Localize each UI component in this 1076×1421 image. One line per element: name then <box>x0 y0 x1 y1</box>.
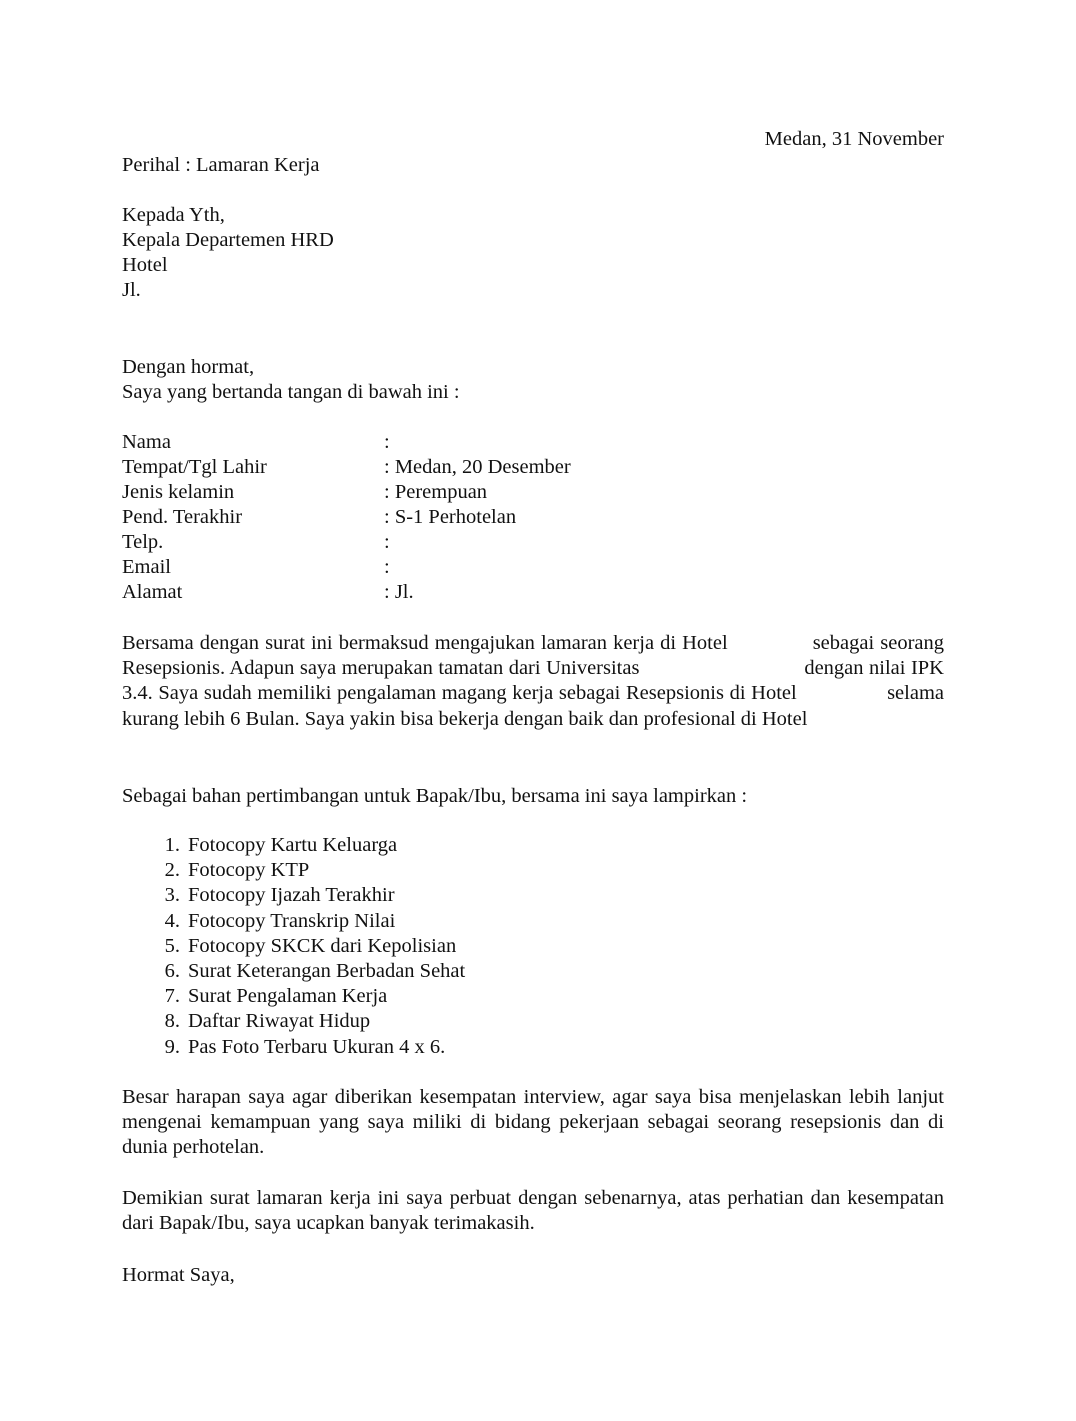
field-label-nama: Nama <box>122 431 171 453</box>
letter-date: Medan, 31 November <box>764 128 944 150</box>
attachment-item: 4. Fotocopy Transkrip Nilai <box>164 909 396 932</box>
body-paragraph-1: Bersama dengan surat ini bermaksud mengajukan lamaran kerja di Hotel sebagai seorang Resepsionis. Adapun saya merupakan tamatan dari Universitas dengan nilai IPK 3.4. Saya sudah memiliki pengalaman magang kerja sebagai Resepsionis di Hotel selama kurang lebih 6 Bulan. Saya yakin bisa bekerja dengan baik dan profesional di Hotel <box>122 632 944 730</box>
letter-subject: Perihal : Lamaran Kerja <box>122 154 320 176</box>
field-value-nama: : <box>384 431 390 453</box>
field-label-gender: Jenis kelamin <box>122 481 235 503</box>
attachment-item: 2. Fotocopy KTP <box>164 859 310 882</box>
field-label-address: Alamat <box>122 581 183 603</box>
attachments-list <box>150 833 465 1060</box>
field-label-email: Email <box>122 556 171 578</box>
attachment-item: 8. Daftar Riwayat Hidup <box>164 1010 371 1033</box>
closing: Hormat Saya, <box>122 1264 235 1286</box>
field-value-email: : <box>384 556 390 578</box>
attachment-item: 1. Fotocopy Kartu Keluarga <box>164 834 398 856</box>
attachments-intro: Sebagai bahan pertimbangan untuk Bapak/Ibu, bersama ini saya lampirkan : <box>122 785 748 807</box>
field-label-phone: Telp. <box>122 531 164 553</box>
intro-line: Saya yang bertanda tangan di bawah ini : <box>122 381 460 403</box>
field-label-ttl: Tempat/Tgl Lahir <box>122 456 267 478</box>
attachment-item: 6. Surat Keterangan Berbadan Sehat <box>164 960 466 983</box>
attachment-item: 9. Pas Foto Terbaru Ukuran 4 x 6. <box>164 1035 446 1058</box>
attachment-item: 3. Fotocopy Ijazah Terakhir <box>164 884 395 907</box>
attachment-item: 5. Fotocopy SKCK dari Kepolisian <box>164 934 457 957</box>
recipient-salutation: Kepada Yth, <box>122 204 225 226</box>
attachment-item: 7. Surat Pengalaman Kerja <box>164 985 388 1008</box>
body-paragraph-2: Besar harapan saya agar diberikan kesempatan interview, agar saya bisa menjelaskan lebih lanjut mengenai kemampuan yang saya miliki di bidang pekerjaan sebagai seorang resepsionis dan di dunia perhotelan. <box>122 1086 944 1159</box>
recipient-position: Kepala Departemen HRD <box>122 229 334 251</box>
greeting: Dengan hormat, <box>122 356 255 378</box>
recipient-hotel: Hotel <box>122 254 168 276</box>
field-value-ttl: : Medan, 20 Desember <box>384 456 571 478</box>
body-paragraph-3: Demikian surat lamaran kerja ini saya perbuat dengan sebenarnya, atas perhatian dan kesempatan dari Bapak/Ibu, saya ucapkan banyak terimakasih. <box>122 1187 944 1235</box>
field-value-gender: : Perempuan <box>384 481 488 503</box>
field-value-education: : S-1 Perhotelan <box>384 506 517 528</box>
field-value-address: : Jl. <box>384 581 414 603</box>
field-value-phone: : <box>384 531 390 553</box>
field-label-education: Pend. Terakhir <box>122 506 243 528</box>
recipient-street: Jl. <box>122 279 141 301</box>
